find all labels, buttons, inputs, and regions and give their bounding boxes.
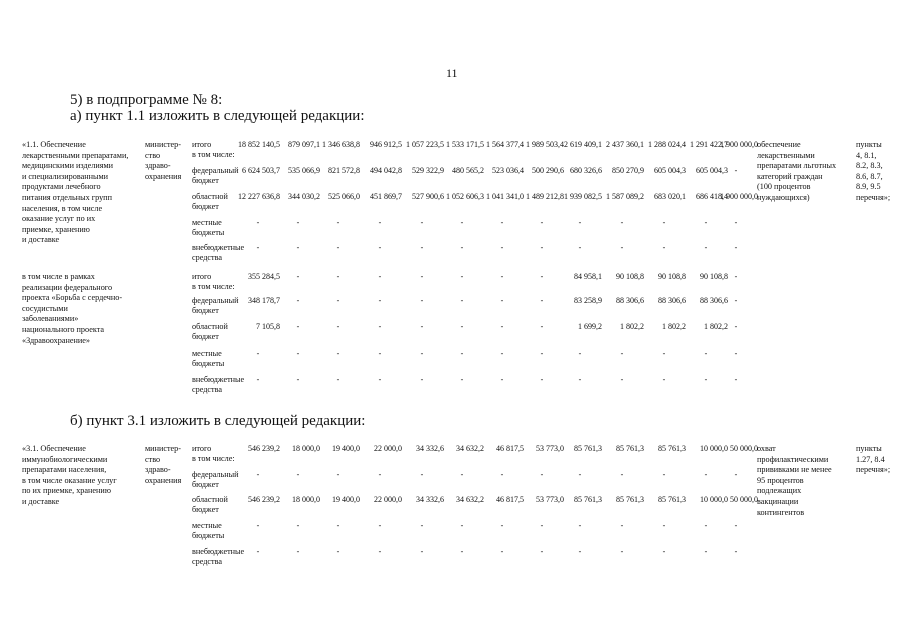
funding-value-cell: 7 105,8	[256, 322, 280, 331]
funding-value-cell: -	[420, 547, 424, 556]
funding-value-cell: 34 632,2	[456, 444, 484, 453]
funding-value-cell: -	[734, 272, 738, 281]
funding-value-cell: -	[296, 322, 300, 331]
funding-value-cell: -	[734, 521, 738, 530]
funding-value-cell: -	[704, 470, 708, 479]
funding-value-cell: 1 699,2	[578, 322, 602, 331]
funding-value-cell: 535 066,9	[288, 166, 320, 175]
funding-value-cell: -	[662, 243, 666, 252]
funding-value-cell: 451 869,7	[370, 192, 402, 201]
funding-source-label: местные бюджеты	[192, 521, 225, 540]
funding-value-cell: 527 900,6	[412, 192, 444, 201]
funding-value-cell: 1 900 000,0	[720, 192, 758, 201]
funding-source-label: местные бюджеты	[192, 349, 225, 368]
funding-value-cell: -	[296, 272, 300, 281]
funding-source-label: итого в том числе:	[192, 140, 235, 159]
funding-value-cell: -	[420, 521, 424, 530]
funding-value-cell: -	[336, 375, 340, 384]
funding-value-cell: -	[734, 547, 738, 556]
funding-value-cell: 46 817,5	[496, 444, 524, 453]
funding-value-cell: 84 958,1	[574, 272, 602, 281]
funding-value-cell: -	[460, 375, 464, 384]
funding-value-cell: -	[500, 218, 504, 227]
funding-value-cell: 355 284,5	[248, 272, 280, 281]
funding-value-cell: -	[460, 296, 464, 305]
funding-value-cell: 85 761,3	[658, 495, 686, 504]
funding-value-cell: -	[256, 375, 260, 384]
funding-value-cell: -	[336, 547, 340, 556]
funding-source-label: федеральный бюджет	[192, 470, 239, 489]
funding-value-cell: -	[620, 375, 624, 384]
funding-value-cell: 90 108,8	[700, 272, 728, 281]
funding-value-cell: -	[734, 296, 738, 305]
funding-value-cell: -	[662, 521, 666, 530]
funding-value-cell: 12 227 636,8	[238, 192, 280, 201]
funding-value-cell: -	[620, 218, 624, 227]
funding-value-cell: -	[540, 349, 544, 358]
funding-value-cell: -	[578, 547, 582, 556]
funding-value-cell: -	[704, 547, 708, 556]
funding-value-cell: -	[296, 521, 300, 530]
measure-description: «3.1. Обеспечение иммунобиологическими препаратами населения, в том числе оказание услуг по их приемке, хранению и доставке	[22, 444, 117, 506]
list-points-reference: пункты 1.27, 8.4 перечня»;	[856, 444, 891, 475]
funding-source-label: внебюджетные средства	[192, 375, 245, 394]
funding-value-cell: 525 066,0	[328, 192, 360, 201]
funding-value-cell: 46 817,5	[496, 495, 524, 504]
funding-value-cell: -	[420, 375, 424, 384]
funding-value-cell: -	[734, 166, 738, 175]
funding-value-cell: -	[460, 349, 464, 358]
funding-value-cell: -	[378, 218, 382, 227]
executor-cell: министер- ство здраво- охранения	[145, 444, 182, 485]
funding-value-cell: -	[500, 296, 504, 305]
funding-value-cell: -	[296, 218, 300, 227]
funding-value-cell: -	[578, 521, 582, 530]
funding-value-cell: -	[704, 218, 708, 227]
funding-value-cell: -	[500, 322, 504, 331]
funding-value-cell: 34 632,2	[456, 495, 484, 504]
funding-value-cell: -	[336, 349, 340, 358]
funding-source-label: областной бюджет	[192, 322, 228, 341]
funding-value-cell: 546 239,2	[248, 495, 280, 504]
funding-value-cell: -	[620, 243, 624, 252]
funding-value-cell: 85 761,3	[616, 495, 644, 504]
funding-value-cell: 18 000,0	[292, 495, 320, 504]
funding-value-cell: -	[500, 547, 504, 556]
funding-value-cell: -	[460, 243, 464, 252]
funding-value-cell: -	[578, 218, 582, 227]
funding-value-cell: -	[336, 521, 340, 530]
funding-value-cell: 88 306,6	[700, 296, 728, 305]
funding-value-cell: 18 000,0	[292, 444, 320, 453]
funding-source-label: внебюджетные средства	[192, 547, 245, 566]
funding-value-cell: 90 108,8	[658, 272, 686, 281]
funding-value-cell: 546 239,2	[248, 444, 280, 453]
funding-value-cell: -	[256, 349, 260, 358]
funding-source-label: местные бюджеты	[192, 218, 225, 237]
funding-value-cell: 53 773,0	[536, 444, 564, 453]
funding-value-cell: 2 619 409,1	[564, 140, 602, 149]
funding-value-cell: -	[336, 218, 340, 227]
target-indicator: охват профилактическими прививками не менее 95 процентов подлежащих вакцинации контингентов	[757, 444, 832, 517]
funding-value-cell: 6 624 503,7	[242, 166, 280, 175]
funding-value-cell: -	[336, 322, 340, 331]
funding-value-cell: 83 258,9	[574, 296, 602, 305]
funding-value-cell: 50 000,0	[730, 444, 758, 453]
funding-value-cell: -	[378, 375, 382, 384]
funding-value-cell: -	[378, 470, 382, 479]
funding-value-cell: 605 004,3	[654, 166, 686, 175]
funding-value-cell: -	[662, 547, 666, 556]
funding-value-cell: -	[704, 349, 708, 358]
funding-value-cell: 344 030,2	[288, 192, 320, 201]
funding-value-cell: -	[378, 349, 382, 358]
funding-value-cell: -	[256, 470, 260, 479]
funding-value-cell: 1 057 223,5	[406, 140, 444, 149]
funding-value-cell: 88 306,6	[658, 296, 686, 305]
funding-value-cell: -	[578, 349, 582, 358]
funding-value-cell: 1 587 089,2	[606, 192, 644, 201]
funding-value-cell: -	[296, 375, 300, 384]
funding-value-cell: -	[460, 521, 464, 530]
funding-value-cell: -	[734, 322, 738, 331]
funding-value-cell: -	[500, 272, 504, 281]
funding-value-cell: -	[540, 375, 544, 384]
funding-value-cell: -	[378, 296, 382, 305]
funding-value-cell: -	[296, 547, 300, 556]
funding-value-cell: 683 020,1	[654, 192, 686, 201]
funding-value-cell: -	[704, 521, 708, 530]
funding-value-cell: -	[578, 243, 582, 252]
funding-value-cell: -	[420, 272, 424, 281]
funding-value-cell: -	[500, 470, 504, 479]
funding-value-cell: 686 418,4	[696, 192, 728, 201]
funding-value-cell: -	[540, 470, 544, 479]
funding-value-cell: -	[704, 375, 708, 384]
funding-value-cell: -	[460, 547, 464, 556]
funding-value-cell: 1 346 638,8	[322, 140, 360, 149]
funding-value-cell: -	[460, 272, 464, 281]
funding-value-cell: -	[460, 470, 464, 479]
funding-value-cell: -	[578, 375, 582, 384]
funding-value-cell: 10 000,0	[700, 444, 728, 453]
funding-value-cell: -	[704, 243, 708, 252]
funding-value-cell: 523 036,4	[492, 166, 524, 175]
funding-value-cell: -	[256, 521, 260, 530]
funding-value-cell: 1 900 000,0	[720, 140, 758, 149]
page-number: 11	[446, 66, 458, 80]
funding-value-cell: -	[662, 470, 666, 479]
funding-value-cell: -	[378, 272, 382, 281]
funding-value-cell: 1 802,2	[704, 322, 728, 331]
funding-value-cell: -	[378, 547, 382, 556]
funding-value-cell: 879 097,1	[288, 140, 320, 149]
funding-value-cell: 1 939 082,5	[564, 192, 602, 201]
funding-value-cell: 946 912,5	[370, 140, 402, 149]
executor-cell: министер- ство здраво- охранения	[145, 140, 182, 181]
funding-value-cell: 18 852 140,5	[238, 140, 280, 149]
funding-value-cell: 1 052 606,3	[446, 192, 484, 201]
funding-value-cell: 821 572,8	[328, 166, 360, 175]
funding-value-cell: 494 042,8	[370, 166, 402, 175]
funding-value-cell: -	[420, 296, 424, 305]
funding-value-cell: -	[620, 521, 624, 530]
funding-value-cell: 85 761,3	[616, 444, 644, 453]
funding-value-cell: -	[620, 349, 624, 358]
funding-value-cell: -	[540, 218, 544, 227]
funding-value-cell: -	[734, 218, 738, 227]
measure-description: «1.1. Обеспечение лекарственными препаратами, медицинскими изделиями и специализированными продуктами лечебного питания отдельных групп населения, в том числе оказание услуг по их приемке, хранению и доставке	[22, 140, 129, 245]
funding-value-cell: 19 400,0	[332, 495, 360, 504]
item-1-1-heading: а) пункт 1.1 изложить в следующей редакции:	[70, 108, 365, 124]
funding-value-cell: 1 041 341,0	[486, 192, 524, 201]
target-indicator: обеспечение лекарственными препаратами льготных категорий граждан (100 процентов нуждающихся)	[757, 140, 837, 202]
funding-value-cell: -	[734, 375, 738, 384]
funding-source-label: областной бюджет	[192, 495, 228, 514]
funding-value-cell: 850 270,9	[612, 166, 644, 175]
funding-value-cell: -	[734, 243, 738, 252]
funding-value-cell: 1 288 024,4	[648, 140, 686, 149]
funding-value-cell: 1 802,2	[662, 322, 686, 331]
funding-value-cell: -	[734, 470, 738, 479]
funding-value-cell: 34 332,6	[416, 495, 444, 504]
funding-source-label: федеральный бюджет	[192, 296, 239, 315]
funding-source-label: областной бюджет	[192, 192, 228, 211]
funding-value-cell: 22 000,0	[374, 444, 402, 453]
funding-value-cell: -	[578, 470, 582, 479]
funding-source-label: федеральный бюджет	[192, 166, 239, 185]
funding-value-cell: -	[420, 470, 424, 479]
funding-value-cell: 88 306,6	[616, 296, 644, 305]
funding-value-cell: -	[734, 349, 738, 358]
funding-value-cell: -	[500, 521, 504, 530]
funding-value-cell: -	[420, 218, 424, 227]
funding-value-cell: 605 004,3	[696, 166, 728, 175]
funding-value-cell: -	[296, 349, 300, 358]
funding-value-cell: -	[620, 470, 624, 479]
funding-value-cell: -	[336, 243, 340, 252]
funding-value-cell: 19 400,0	[332, 444, 360, 453]
funding-value-cell: 1 802,2	[620, 322, 644, 331]
funding-value-cell: -	[296, 243, 300, 252]
funding-value-cell: -	[540, 322, 544, 331]
funding-value-cell: 22 000,0	[374, 495, 402, 504]
funding-value-cell: 480 565,2	[452, 166, 484, 175]
funding-value-cell: -	[500, 243, 504, 252]
funding-value-cell: -	[540, 272, 544, 281]
funding-value-cell: 680 326,6	[570, 166, 602, 175]
funding-value-cell: 90 108,8	[616, 272, 644, 281]
funding-value-cell: -	[460, 322, 464, 331]
funding-value-cell: -	[336, 296, 340, 305]
funding-value-cell: -	[420, 349, 424, 358]
funding-value-cell: -	[420, 322, 424, 331]
funding-value-cell: 85 761,3	[574, 444, 602, 453]
item-3-1-heading: б) пункт 3.1 изложить в следующей редакции:	[70, 413, 366, 429]
funding-value-cell: 1 533 171,5	[446, 140, 484, 149]
measure-description: в том числе в рамках реализации федерального проекта «Борьба с сердечно- сосудистыми заболеваниями» национального проекта «Здравоохранение»	[22, 272, 123, 345]
funding-value-cell: 1 989 503,4	[526, 140, 564, 149]
funding-value-cell: -	[378, 521, 382, 530]
funding-value-cell: -	[540, 521, 544, 530]
funding-value-cell: 85 761,3	[658, 444, 686, 453]
subprogram-heading: 5) в подпрограмме № 8:	[70, 92, 223, 108]
funding-value-cell: -	[500, 349, 504, 358]
funding-value-cell: 1 291 422,7	[690, 140, 728, 149]
funding-value-cell: 34 332,6	[416, 444, 444, 453]
funding-source-label: итого в том числе:	[192, 444, 235, 463]
funding-value-cell: -	[540, 296, 544, 305]
funding-value-cell: -	[256, 243, 260, 252]
funding-value-cell: -	[336, 470, 340, 479]
funding-value-cell: -	[336, 272, 340, 281]
funding-source-label: внебюджетные средства	[192, 243, 245, 262]
funding-value-cell: 500 290,6	[532, 166, 564, 175]
funding-value-cell: -	[296, 296, 300, 305]
funding-value-cell: -	[500, 375, 504, 384]
funding-value-cell: -	[662, 375, 666, 384]
funding-value-cell: -	[540, 243, 544, 252]
funding-value-cell: 10 000,0	[700, 495, 728, 504]
funding-value-cell: 348 178,7	[248, 296, 280, 305]
funding-value-cell: 50 000,0	[730, 495, 758, 504]
funding-value-cell: -	[662, 218, 666, 227]
funding-value-cell: -	[540, 547, 544, 556]
funding-value-cell: -	[620, 547, 624, 556]
funding-value-cell: 53 773,0	[536, 495, 564, 504]
funding-value-cell: 2 437 360,1	[606, 140, 644, 149]
funding-value-cell: -	[420, 243, 424, 252]
funding-value-cell: 1 564 377,4	[486, 140, 524, 149]
funding-value-cell: 1 489 212,8	[526, 192, 564, 201]
funding-value-cell: 85 761,3	[574, 495, 602, 504]
funding-value-cell: -	[378, 243, 382, 252]
list-points-reference: пункты 4, 8.1, 8.2, 8.3, 8.6, 8.7, 8.9, 9.5 перечня»;	[856, 140, 891, 202]
funding-source-label: итого в том числе:	[192, 272, 235, 291]
funding-value-cell: -	[256, 218, 260, 227]
funding-value-cell: -	[662, 349, 666, 358]
funding-value-cell: 529 322,9	[412, 166, 444, 175]
funding-value-cell: -	[460, 218, 464, 227]
funding-value-cell: -	[256, 547, 260, 556]
funding-value-cell: -	[378, 322, 382, 331]
funding-value-cell: -	[296, 470, 300, 479]
